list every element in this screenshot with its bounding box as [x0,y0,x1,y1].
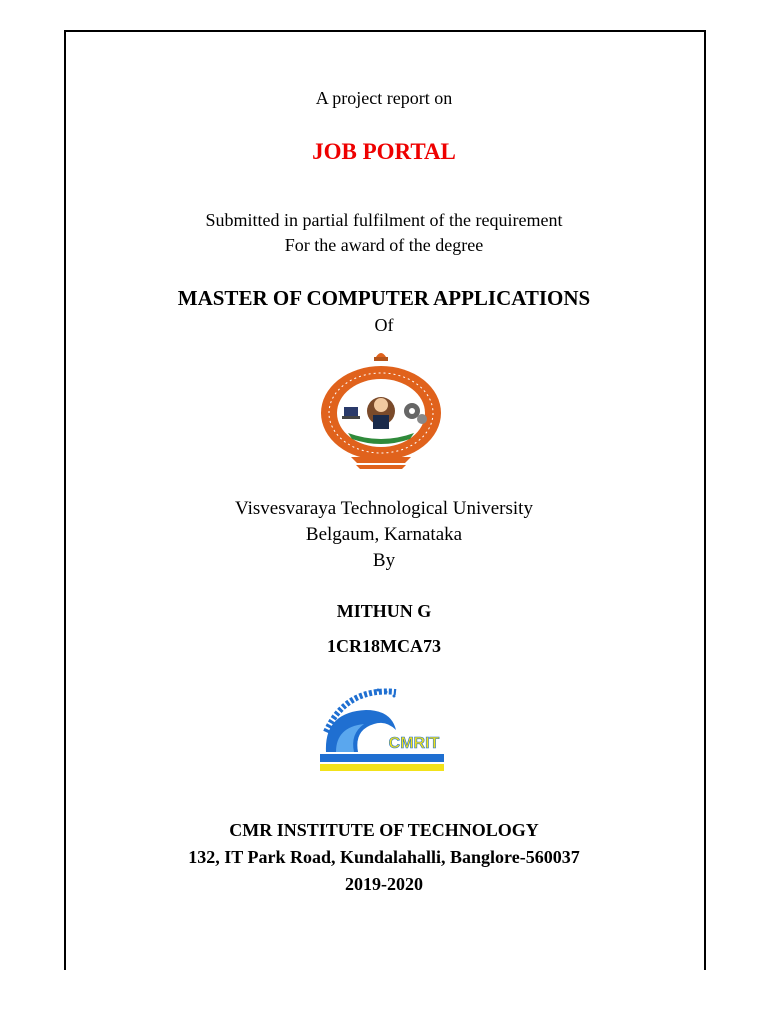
report-intro: A project report on [315,88,453,108]
student-name: MITHUN G [336,601,432,621]
student-usn: 1CR18MCA73 [327,636,441,656]
university-name: Visvesvaraya Technological University [235,498,533,519]
institute-address: 132, IT Park Road, Kundalahalli, Banglore-560037 [188,847,580,867]
university-location: Belgaum, Karnataka [305,524,463,545]
academic-year: 2019-2020 [345,874,423,894]
submission-line-1: Submitted in partial fulfilment of the requirement [205,210,563,230]
college-logo-icon [306,682,452,774]
cmrit-logo-text: CMRIT [388,735,440,752]
submission-line-2: For the award of the degree [284,235,484,255]
project-title: JOB PORTAL [312,139,456,164]
university-seal-icon [316,345,446,475]
degree-name: MASTER OF COMPUTER APPLICATIONS [177,286,591,310]
of-label: Of [374,315,394,335]
institute-name: CMR INSTITUTE OF TECHNOLOGY [229,820,539,840]
by-label: By [372,550,396,571]
